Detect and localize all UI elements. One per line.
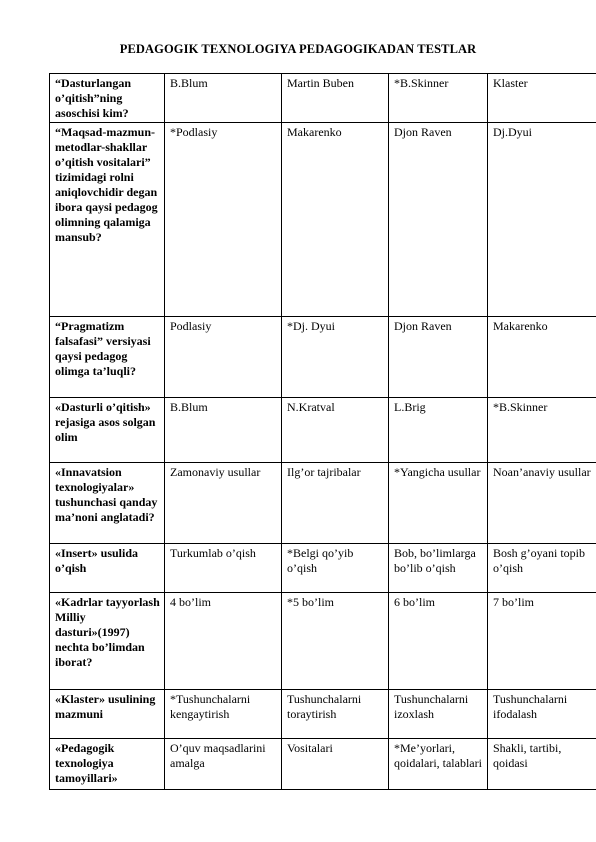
option-cell: *Me’yorlari, qoidalari, talablari (389, 739, 488, 790)
option-cell: Djon Raven (389, 123, 488, 317)
option-cell: Makarenko (488, 317, 596, 398)
option-cell: B.Blum (165, 74, 282, 123)
option-cell: *Podlasiy (165, 123, 282, 317)
table-row (50, 123, 596, 317)
option-cell: Zamonaviy usullar (165, 463, 282, 544)
option-cell: N.Kratval (282, 398, 389, 463)
option-cell: Tushunchalarni ifodalash (488, 690, 596, 739)
option-cell: *Tushunchalarni kengaytirish (165, 690, 282, 739)
table-row (50, 690, 596, 739)
option-cell: Djon Raven (389, 317, 488, 398)
question-cell: «Pedagogik texnologiya tamoyillari» (50, 739, 165, 790)
option-cell: 7 bo’lim (488, 593, 596, 690)
option-cell: L.Brig (389, 398, 488, 463)
question-cell: “Pragmatizm falsafasi” versiyasi qaysi pedagog olimga ta’luqli? (50, 317, 165, 398)
option-cell: Ilg’or tajribalar (282, 463, 389, 544)
option-cell: O’quv maqsadlarini amalga (165, 739, 282, 790)
option-cell: *5 bo’lim (282, 593, 389, 690)
option-cell: Vositalari (282, 739, 389, 790)
option-cell: Dj.Dyui (488, 123, 596, 317)
option-cell: Tushunchalarni izoxlash (389, 690, 488, 739)
question-cell: “Maqsad-mazmun-metodlar-shakllar o’qitish vositalari” tizimidagi rolni aniqlovchidir degan ibora qaysi pedagog olimning qalamiga mansub? (50, 123, 165, 317)
option-cell: 4 bo’lim (165, 593, 282, 690)
option-cell: *B.Skinner (488, 398, 596, 463)
question-cell: «Insert» usulida o’qish (50, 544, 165, 593)
option-cell: *Dj. Dyui (282, 317, 389, 398)
question-cell: “Dasturlangan o’qitish”ning asoschisi kim? (50, 74, 165, 123)
option-cell: Tushunchalarni toraytirish (282, 690, 389, 739)
option-cell: Makarenko (282, 123, 389, 317)
question-cell: «Kadrlar tayyorlash Milliy dasturi»(1997) nechta bo’limdan iborat? (50, 593, 165, 690)
table-row (50, 593, 596, 690)
option-cell: Bob, bo’limlarga bo’lib o’qish (389, 544, 488, 593)
question-cell: «Innavatsion texnologiyalar» tushunchasi qanday ma’noni anglatadi? (50, 463, 165, 544)
option-cell: Shakli, tartibi, qoidasi (488, 739, 596, 790)
option-cell: Noan’anaviy usullar (488, 463, 596, 544)
table-row (50, 463, 596, 544)
question-cell: «Dasturli o’qitish» rejasiga asos solgan olim (50, 398, 165, 463)
option-cell: *Yangicha usullar (389, 463, 488, 544)
table-row (50, 398, 596, 463)
table-row (50, 317, 596, 398)
option-cell: *B.Skinner (389, 74, 488, 123)
option-cell: B.Blum (165, 398, 282, 463)
option-cell: *Belgi qo’yib o’qish (282, 544, 389, 593)
table-row (50, 739, 596, 790)
table-row (50, 544, 596, 593)
option-cell: Turkumlab o’qish (165, 544, 282, 593)
table-row (50, 74, 596, 123)
document-title: PEDAGOGIK TEXNOLOGIYA PEDAGOGIKADAN TESTLAR (119, 42, 477, 56)
option-cell: Podlasiy (165, 317, 282, 398)
question-cell: «Klaster» usulining mazmuni (50, 690, 165, 739)
option-cell: Martin Buben (282, 74, 389, 123)
option-cell: Bosh g’oyani topib o’qish (488, 544, 596, 593)
option-cell: 6 bo’lim (389, 593, 488, 690)
option-cell: Klaster (488, 74, 596, 123)
test-table (49, 73, 596, 790)
